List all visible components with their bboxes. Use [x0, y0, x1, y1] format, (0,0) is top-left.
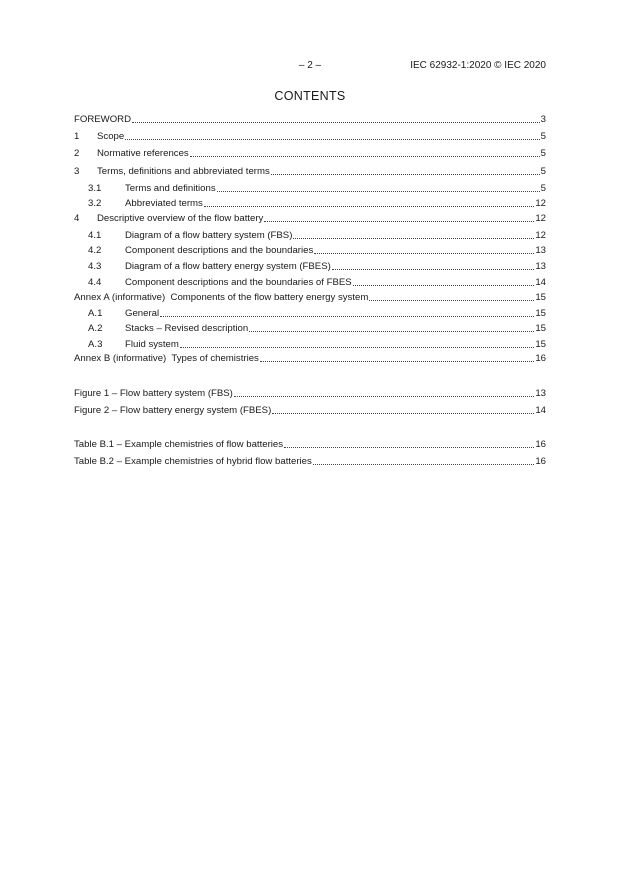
- toc-entry-figure-2[interactable]: [74, 404, 546, 417]
- toc-leader-dots: [160, 307, 534, 317]
- toc-entry-label: Figure 1 – Flow battery system (FBS): [74, 388, 233, 399]
- toc-entry-page: 13: [535, 261, 546, 272]
- toc-entry-page: 14: [535, 405, 546, 416]
- toc-leader-dots: [180, 338, 534, 348]
- toc-entry-label: Component descriptions and the boundaries of FBES: [125, 277, 352, 288]
- toc-leader-dots: [353, 276, 535, 286]
- toc-leader-dots: [125, 130, 539, 140]
- toc-entry-number: 1: [74, 131, 80, 142]
- toc-entry-number: 4.4: [88, 277, 102, 288]
- toc-leader-dots: [264, 212, 534, 222]
- toc-entry-page: 16: [535, 353, 546, 364]
- toc-leader-dots: [313, 455, 535, 465]
- toc-entry-number: 3.1: [88, 183, 102, 194]
- toc-entry-table-b2[interactable]: [74, 455, 546, 468]
- toc-entry-diagram-fbes[interactable]: [74, 260, 546, 273]
- toc-entry-page: 16: [535, 456, 546, 467]
- toc-entry-page: 5: [540, 166, 546, 177]
- toc-entry-diagram-fbs[interactable]: [74, 229, 546, 242]
- toc-leader-dots: [249, 322, 534, 332]
- toc-entry-label: FOREWORD: [74, 114, 132, 125]
- toc-entry-number: 4.1: [88, 230, 102, 241]
- toc-entry-component-descriptions-fbes[interactable]: [74, 276, 546, 289]
- toc-entry-label: General: [125, 308, 160, 319]
- document-reference: IEC 62932-1:2020 © IEC 2020: [410, 60, 546, 71]
- toc-entry-label: Component descriptions and the boundaries: [125, 245, 314, 256]
- toc-entry-page: 5: [540, 148, 546, 159]
- toc-entry-page: 12: [535, 230, 546, 241]
- toc-entry-label: Normative references: [97, 148, 189, 159]
- toc-leader-dots: [234, 387, 534, 397]
- toc-entry-label: Fluid system: [125, 339, 179, 350]
- toc-entry-annex-a-stacks[interactable]: [74, 322, 546, 335]
- toc-leader-dots: [293, 229, 534, 239]
- toc-entry-annex-a[interactable]: [74, 291, 546, 304]
- toc-leader-dots: [332, 260, 535, 270]
- toc-entry-page: 16: [535, 439, 546, 450]
- toc-entry-label: Abbreviated terms: [125, 198, 203, 209]
- toc-leader-dots: [204, 197, 534, 207]
- toc-entry-label: Descriptive overview of the flow battery: [97, 213, 264, 224]
- toc-entry-abbreviated-terms[interactable]: [74, 197, 546, 210]
- toc-entry-label: Table B.1 – Example chemistries of flow batteries: [74, 439, 284, 450]
- toc-entry-page: 15: [535, 323, 546, 334]
- toc-entry-page: 12: [535, 198, 546, 209]
- toc-entry-number: 3: [74, 166, 80, 177]
- toc-entry-scope[interactable]: [74, 130, 546, 143]
- page-number: – 2 –: [298, 60, 322, 71]
- toc-entry-page: 15: [535, 308, 546, 319]
- toc-entry-label: Annex B (informative) Types of chemistries: [74, 353, 259, 364]
- toc-entry-figure-1[interactable]: [74, 387, 546, 400]
- toc-entry-descriptive-overview[interactable]: [74, 212, 546, 225]
- toc-entry-label: Diagram of a flow battery energy system (FBES): [125, 261, 331, 272]
- toc-entry-number: A.3: [88, 339, 103, 350]
- toc-entry-page: 5: [540, 131, 546, 142]
- toc-entry-label: Annex A (informative) Components of the flow battery energy system: [74, 292, 369, 303]
- toc-entry-number: 3.2: [88, 198, 102, 209]
- toc-entry-number: 4.3: [88, 261, 102, 272]
- toc-entry-label: Figure 2 – Flow battery energy system (FBES): [74, 405, 272, 416]
- toc-entry-number: 4.2: [88, 245, 102, 256]
- toc-entry-number: A.1: [88, 308, 103, 319]
- toc-entry-page: 12: [535, 213, 546, 224]
- toc-entry-annex-a-fluid-system[interactable]: [74, 338, 546, 351]
- toc-entry-label: Table B.2 – Example chemistries of hybrid flow batteries: [74, 456, 312, 467]
- toc-entry-page: 13: [535, 388, 546, 399]
- toc-leader-dots: [217, 182, 540, 192]
- toc-leader-dots: [271, 165, 540, 175]
- toc-entry-label: Terms and definitions: [125, 183, 216, 194]
- toc-entry-label: Diagram of a flow battery system (FBS): [125, 230, 293, 241]
- toc-entry-page: 15: [535, 339, 546, 350]
- toc-entry-annex-b[interactable]: [74, 352, 546, 365]
- toc-entry-terms-and-definitions[interactable]: [74, 182, 546, 195]
- toc-entry-number: A.2: [88, 323, 103, 334]
- toc-leader-dots: [369, 291, 534, 301]
- toc-entry-annex-a-general[interactable]: [74, 307, 546, 320]
- toc-entry-label: Stacks – Revised description: [125, 323, 249, 334]
- toc-entry-number: 2: [74, 148, 80, 159]
- toc-entry-page: 3: [540, 114, 546, 125]
- toc-entry-page: 14: [535, 277, 546, 288]
- toc-entry-table-b1[interactable]: [74, 438, 546, 451]
- toc-entry-page: 13: [535, 245, 546, 256]
- toc-leader-dots: [260, 352, 534, 362]
- page-title: CONTENTS: [274, 89, 346, 103]
- toc-entry-foreword[interactable]: [74, 113, 546, 126]
- toc-leader-dots: [272, 404, 534, 414]
- toc-entry-number: 4: [74, 213, 80, 224]
- toc-entry-terms-definitions[interactable]: [74, 165, 546, 178]
- toc-entry-label: Terms, definitions and abbreviated terms: [97, 166, 270, 177]
- toc-entry-page: 15: [535, 292, 546, 303]
- toc-entry-component-descriptions[interactable]: [74, 244, 546, 257]
- toc-leader-dots: [284, 438, 534, 448]
- toc-leader-dots: [132, 113, 540, 123]
- toc-leader-dots: [314, 244, 534, 254]
- toc-entry-normative-references[interactable]: [74, 147, 546, 160]
- toc-entry-page: 5: [540, 183, 546, 194]
- toc-entry-label: Scope: [97, 131, 125, 142]
- toc-leader-dots: [190, 147, 540, 157]
